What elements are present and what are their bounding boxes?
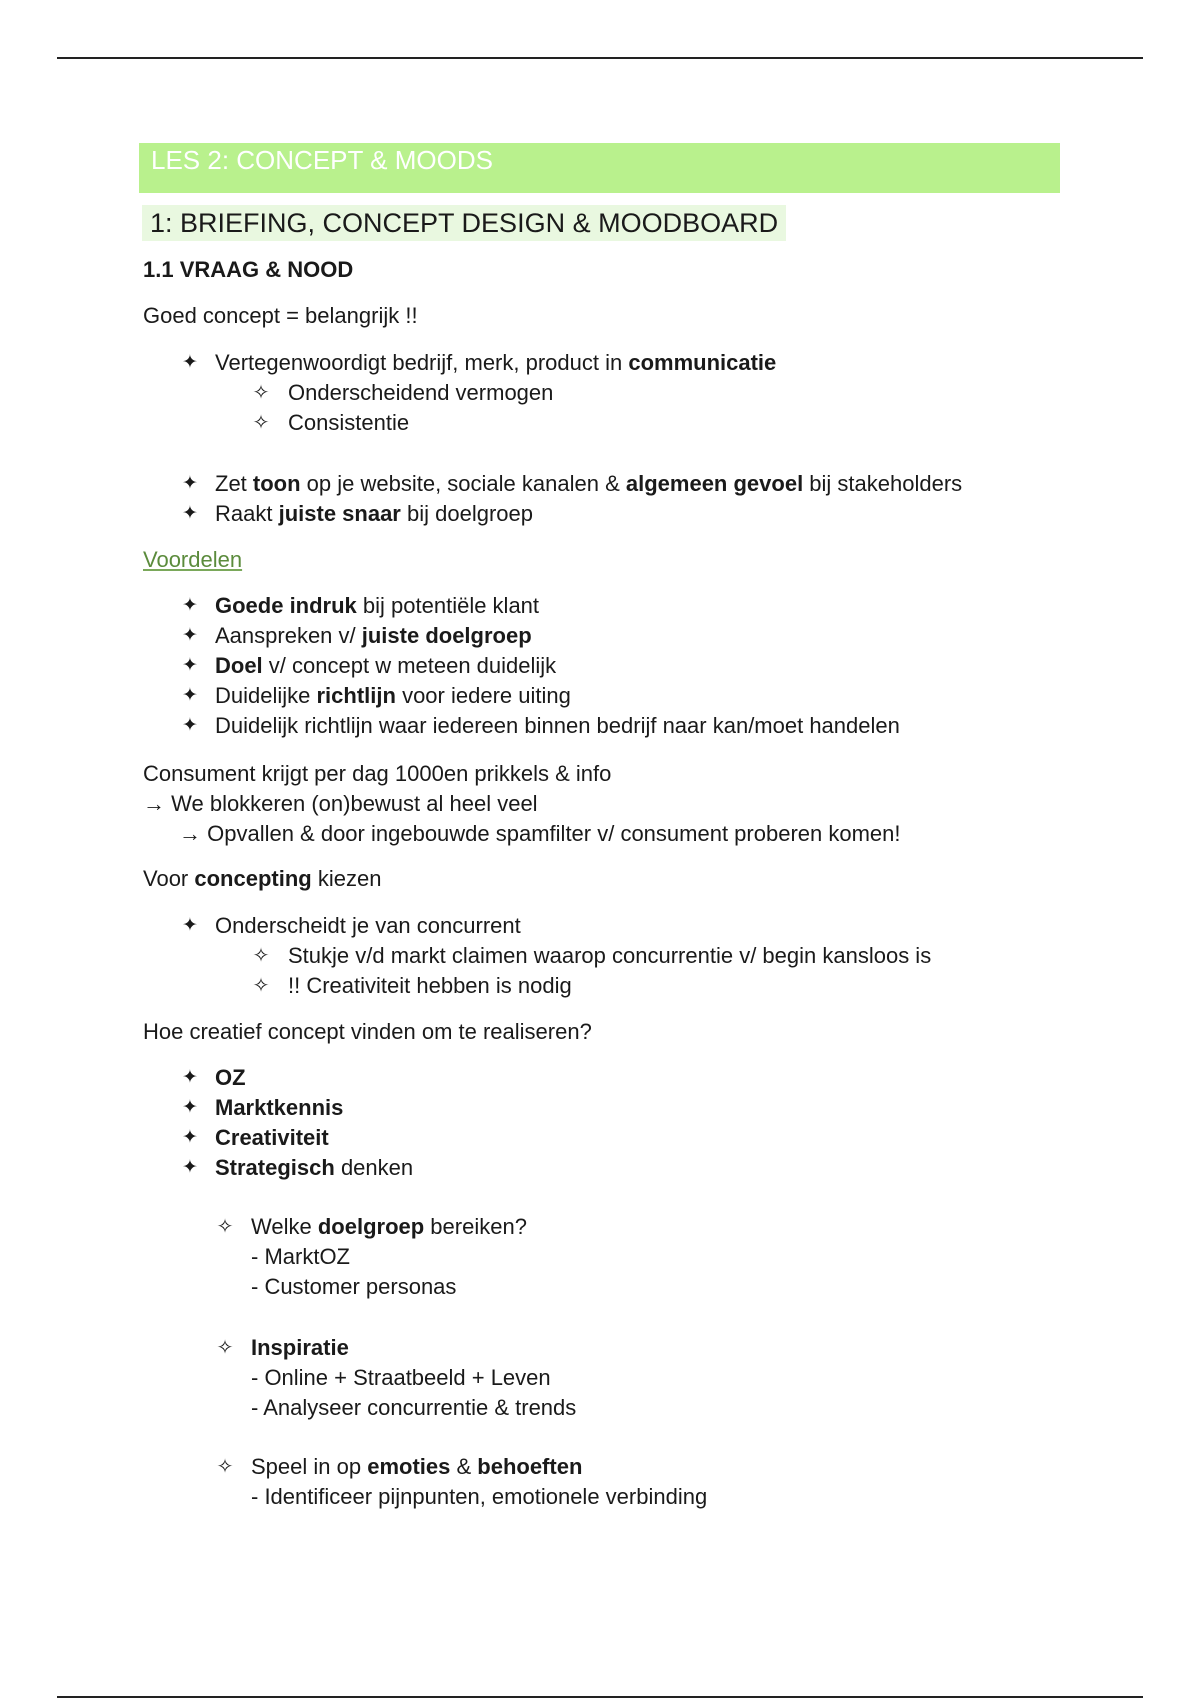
voordelen-heading: Voordelen <box>143 547 243 572</box>
list-item: ✦ Onderscheidt je van concurrent <box>143 911 931 941</box>
sub-list-item: ✧ Welke doelgroep bereiken? <box>143 1212 527 1242</box>
lesson-title: LES 2: CONCEPT & MOODS <box>151 145 493 175</box>
intro-text: Goed concept = belangrijk !! <box>143 303 418 328</box>
consument-paragraph: Consument krijgt per dag 1000en prikkels & info → We blokkeren (on)bewust al heel veel → Opvallen & door ingebouwde spamfilter v/ consument proberen komen! <box>143 761 901 846</box>
list-item: ✦ Creativiteit <box>143 1123 413 1153</box>
list-voordelen <box>143 591 900 741</box>
list-concepting <box>143 911 931 1001</box>
hoe-question: Hoe creatief concept vinden om te realiseren? <box>143 1019 592 1044</box>
lesson-title-bar <box>139 143 1060 193</box>
subsection-heading: 1.1 VRAAG & NOOD <box>143 257 354 282</box>
list-item: ✦ Raakt juiste snaar bij doelgroep <box>143 499 962 529</box>
doelgroep-block: ✧ Welke doelgroep bereiken? - MarktOZ - Customer personas <box>143 1212 527 1302</box>
inspiratie-block: ✧ Inspiratie - Online + Straatbeeld + Leven - Analyseer concurrentie & trends <box>143 1333 576 1423</box>
list-importance <box>143 348 776 438</box>
list-item: ✦ Goede indruk bij potentiële klant <box>143 591 900 621</box>
list-item: ✦ Zet toon op je website, sociale kanalen & algemeen gevoel bij stakeholders <box>143 469 962 499</box>
list-item: ✦ Duidelijk richtlijn waar iedereen binnen bedrijf naar kan/moet handelen <box>143 711 900 741</box>
list-item: ✦ Aanspreken v/ juiste doelgroep <box>143 621 900 651</box>
sub-list-item: ✧ Speel in op emoties & behoeften <box>143 1452 707 1482</box>
sub-list-item: ✧ Inspiratie <box>143 1333 576 1363</box>
bottom-rule <box>57 1696 1143 1698</box>
sub-list-item: ✧ Onderscheidend vermogen <box>143 378 776 408</box>
top-rule <box>57 57 1143 59</box>
list-item: ✦ Vertegenwoordigt bedrijf, merk, product in communicatie <box>143 348 776 378</box>
list-item: ✦ Duidelijke richtlijn voor iedere uiting <box>143 681 900 711</box>
list-item: ✦ Doel v/ concept w meteen duidelijk <box>143 651 900 681</box>
list-item: ✦ Marktkennis <box>143 1093 413 1123</box>
section-heading: 1: BRIEFING, CONCEPT DESIGN & MOODBOARD <box>142 205 786 241</box>
list-importance-2 <box>143 469 962 529</box>
list-hoe <box>143 1063 413 1183</box>
concepting-intro: Voor concepting kiezen <box>143 866 382 891</box>
sub-list-item: ✧ !! Creativiteit hebben is nodig <box>143 971 931 1001</box>
sub-list-item: ✧ Stukje v/d markt claimen waarop concurrentie v/ begin kansloos is <box>143 941 931 971</box>
list-item: ✦ OZ <box>143 1063 413 1093</box>
emoties-block: ✧ Speel in op emoties & behoeften - Identificeer pijnpunten, emotionele verbinding <box>143 1452 707 1512</box>
sub-list-item: ✧ Consistentie <box>143 408 776 438</box>
list-item: ✦ Strategisch denken <box>143 1153 413 1183</box>
